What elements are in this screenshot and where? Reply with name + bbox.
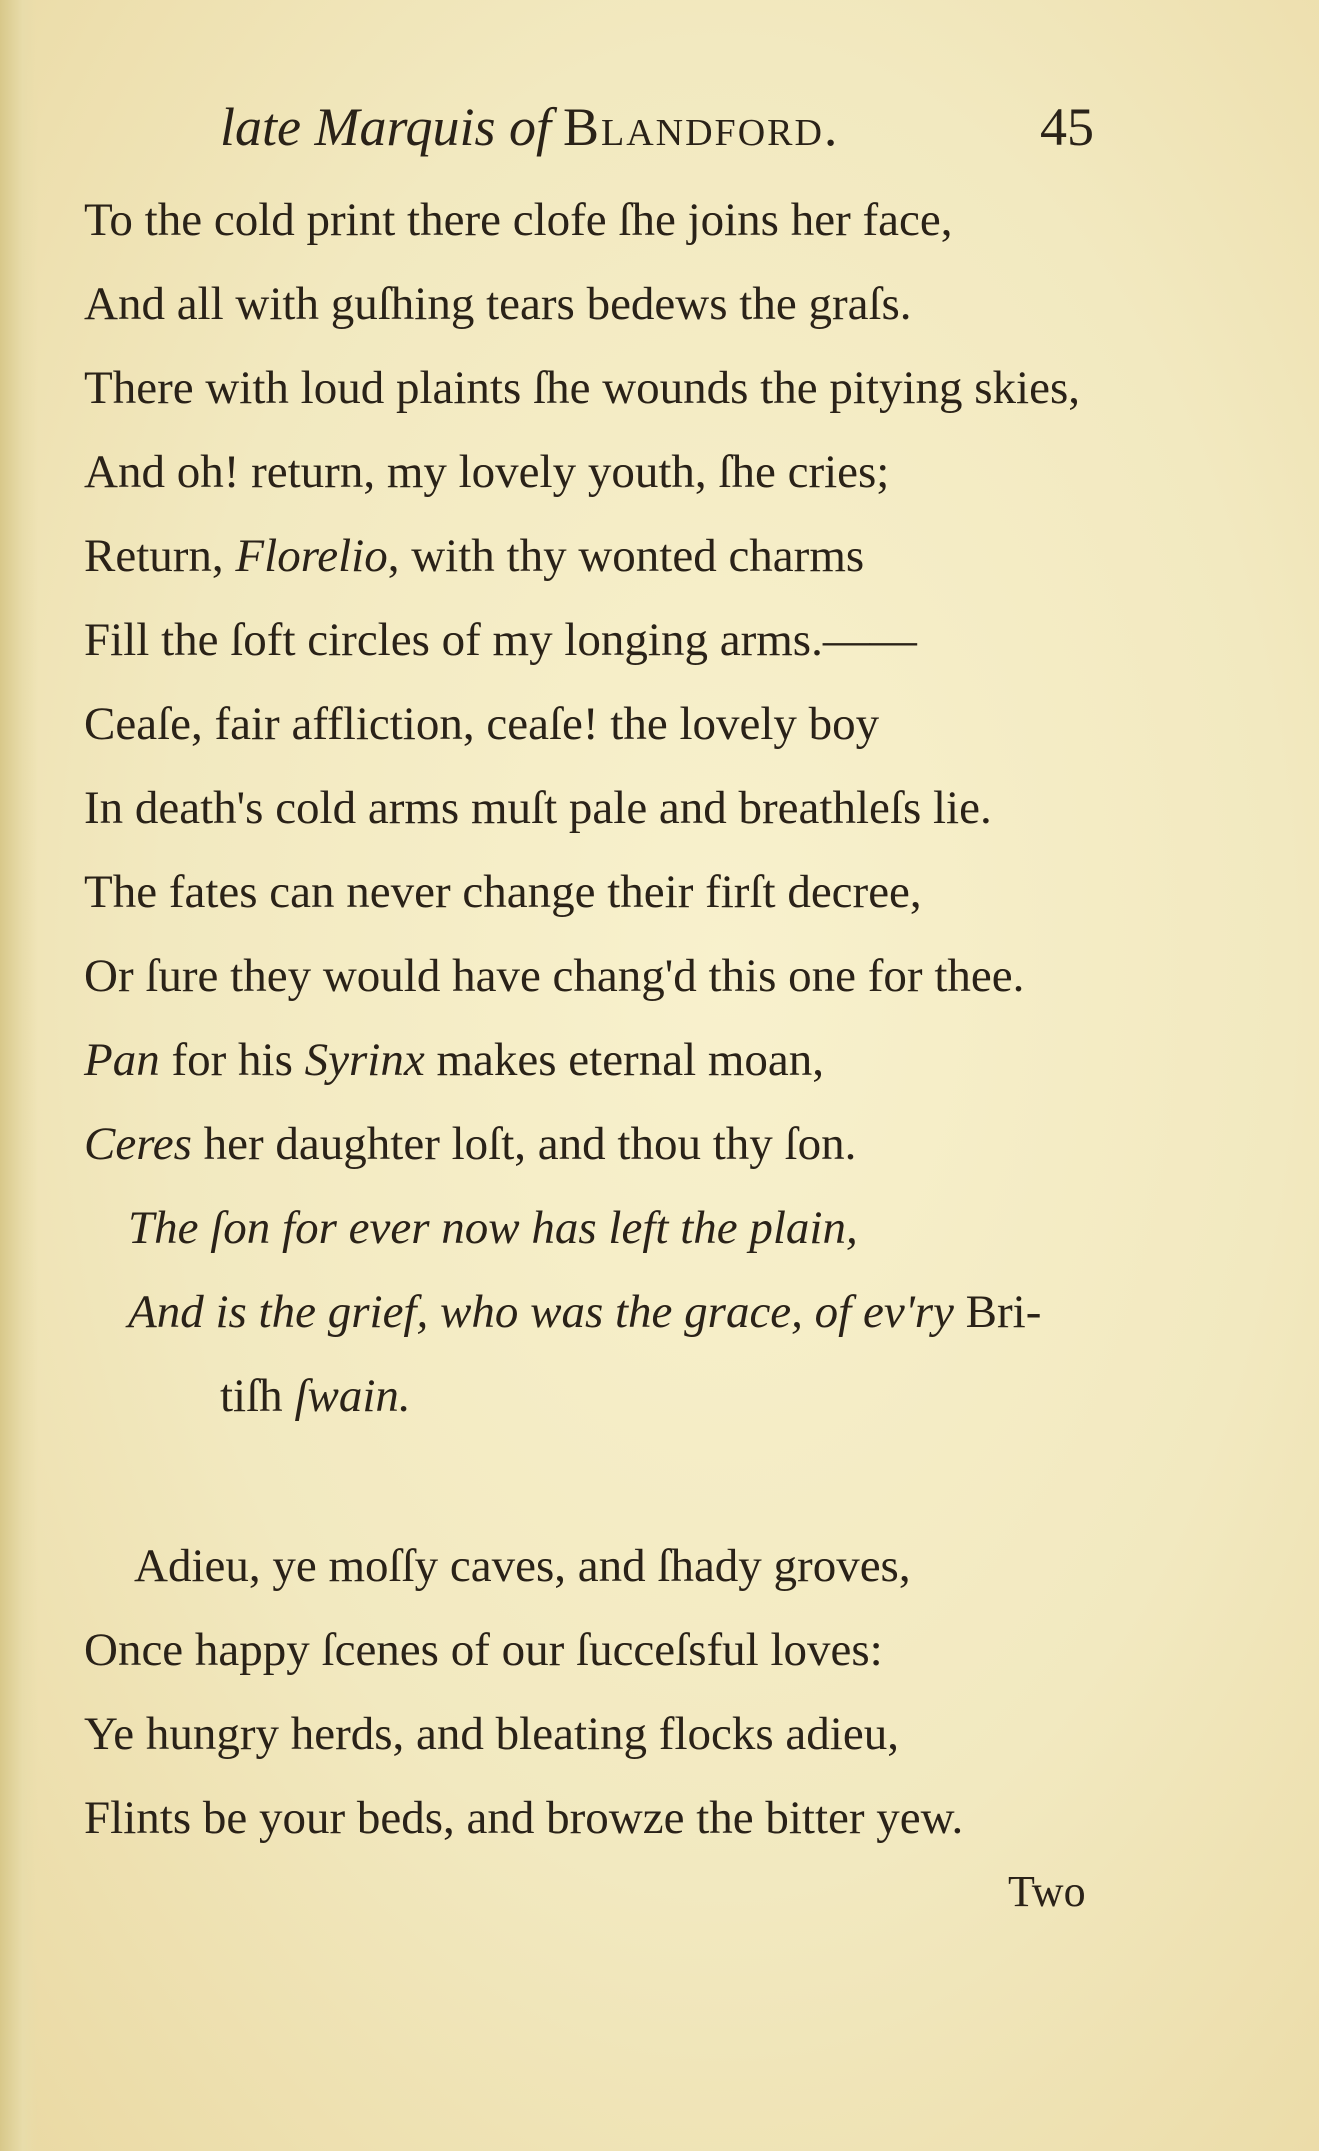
- verse-segment: makes eternal moan,: [424, 1034, 825, 1086]
- verse-line: The fates can never change their firſt decree,: [84, 866, 922, 918]
- verse-name-italic: Syrinx: [304, 1034, 425, 1086]
- page-number: 45: [1040, 97, 1094, 157]
- verse-line: To the cold print there clofe ſhe joins her face,: [84, 194, 953, 246]
- verse-line-italic: The ſon for ever now has left the plain,: [128, 1202, 858, 1254]
- catchword: Two: [1008, 1867, 1086, 1916]
- verse-segment: Return,: [84, 530, 236, 582]
- verse-segment: Bri-: [953, 1286, 1042, 1338]
- verse-line: And oh! return, my lovely youth, ſhe cries;: [84, 446, 890, 498]
- verse-line: Flints be your beds, and browze the bitter yew.: [84, 1792, 964, 1844]
- verse-line: [220, 1361, 411, 1431]
- verse-line: [84, 1025, 824, 1095]
- running-title: late Marquis of: [220, 97, 551, 157]
- verse-segment: tiſh: [220, 1370, 295, 1422]
- verse-line: Fill the ſoft circles of my longing arms.——: [84, 614, 917, 666]
- verse-segment: , with thy wonted charms: [387, 530, 865, 582]
- verse-line: [84, 521, 864, 591]
- verse-line: There with loud plaints ſhe wounds the pitying skies,: [84, 362, 1081, 414]
- verse-name-italic: Florelio: [235, 530, 388, 582]
- verse-line: [128, 1277, 1041, 1347]
- page-gutter-shadow: [0, 0, 38, 2151]
- verse-line: And all with guſhing tears bedews the graſs.: [84, 278, 912, 330]
- verse-segment: for his: [159, 1034, 305, 1086]
- verse-line: Ye hungry herds, and bleating flocks adieu,: [84, 1708, 899, 1760]
- verse-name-italic: Ceres: [84, 1118, 192, 1170]
- verse-line: Ceaſe, fair affliction, ceaſe! the lovely boy: [84, 698, 880, 750]
- verse-segment-italic: And is the grief, who was the grace, of ev'ry: [128, 1286, 954, 1338]
- verse-line: [84, 1109, 856, 1179]
- verse-name-italic: Pan: [84, 1034, 160, 1086]
- verse-segment: her daughter loſt, and thou thy ſon.: [191, 1118, 857, 1170]
- running-header: [220, 92, 1120, 162]
- verse-line: In death's cold arms muſt pale and breathleſs lie.: [84, 782, 992, 834]
- verse-segment-italic: ſwain.: [294, 1370, 411, 1422]
- running-name: Blandford.: [563, 97, 840, 157]
- verse-line: Once happy ſcenes of our ſucceſsful loves:: [84, 1624, 883, 1676]
- verse-line: Or ſure they would have chang'd this one for thee.: [84, 950, 1025, 1002]
- verse-line: Adieu, ye moſſy caves, and ſhady groves,: [134, 1540, 911, 1592]
